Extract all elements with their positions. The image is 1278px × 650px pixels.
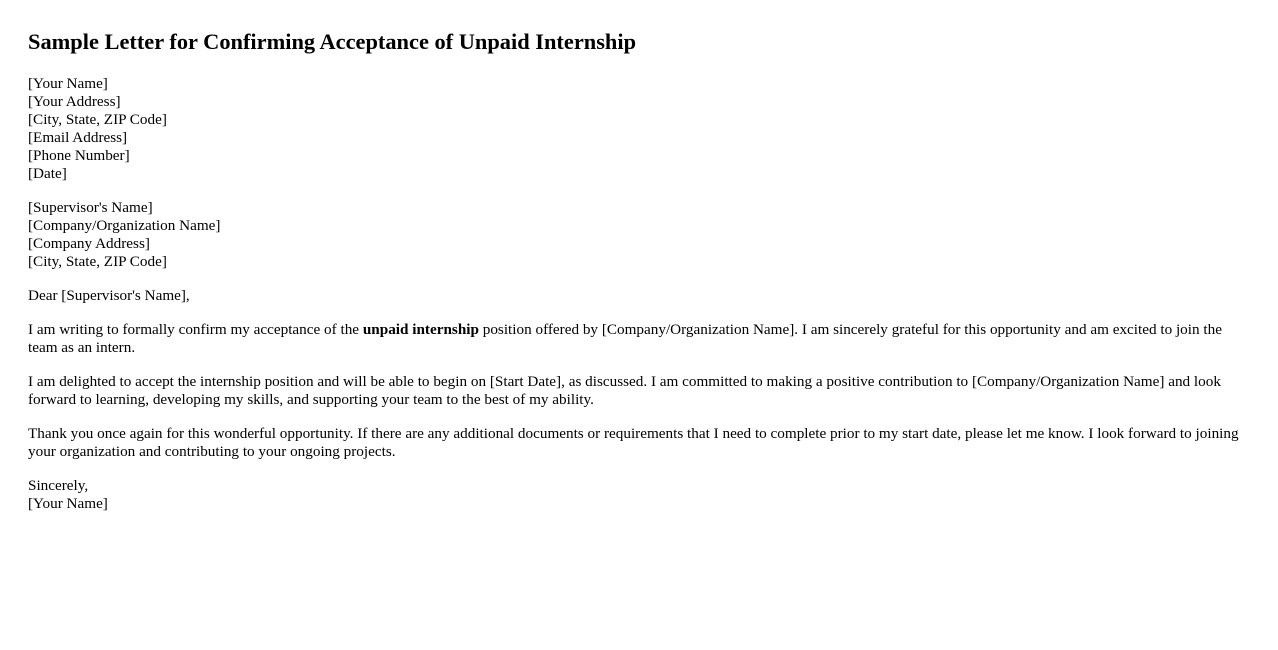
letter-date: [Date] <box>28 165 67 182</box>
sender-city-state-zip: [City, State, ZIP Code] <box>28 111 167 128</box>
recipient-address-block <box>28 199 1250 271</box>
signature-name: [Your Name] <box>28 495 108 512</box>
body-paragraph-2: I am delighted to accept the internship position and will be able to begin on [Start Date], as discussed. I am committed to making a positive contribution to [Company/Organization Name] and look forward to learning, developing my skills, and supporting your team to the best of my ability. <box>28 373 1221 408</box>
company-city-state-zip: [City, State, ZIP Code] <box>28 253 167 270</box>
sender-phone: [Phone Number] <box>28 147 130 164</box>
company-address: [Company Address] <box>28 235 150 252</box>
sender-email: [Email Address] <box>28 129 128 146</box>
closing-block <box>28 477 1250 513</box>
paragraph-1-text-end: position offered by [Company/Organization Name]. I am sincerely grateful for this opportunity and am excited to join the team as an intern. <box>28 321 1222 356</box>
page-title: Sample Letter for Confirming Acceptance of Unpaid Internship <box>28 29 637 54</box>
sender-address: [Your Address] <box>28 93 121 110</box>
supervisor-name: [Supervisor's Name] <box>28 199 153 216</box>
body-paragraph-1 <box>28 321 1243 357</box>
paragraph-1-bold-term: unpaid internship <box>362 321 479 338</box>
paragraph-1-text-start: I am writing to formally confirm my acceptance of the <box>28 321 363 338</box>
salutation: Dear [Supervisor's Name], <box>28 287 190 304</box>
closing-phrase: Sincerely, <box>28 477 89 494</box>
sender-name: [Your Name] <box>28 75 108 92</box>
company-name: [Company/Organization Name] <box>28 217 221 234</box>
sender-address-block <box>28 75 1250 183</box>
body-paragraph-3: Thank you once again for this wonderful opportunity. If there are any additional documents or requirements that I need to complete prior to my start date, please let me know. I look forward to joining your organization and contributing to your ongoing projects. <box>28 425 1239 460</box>
